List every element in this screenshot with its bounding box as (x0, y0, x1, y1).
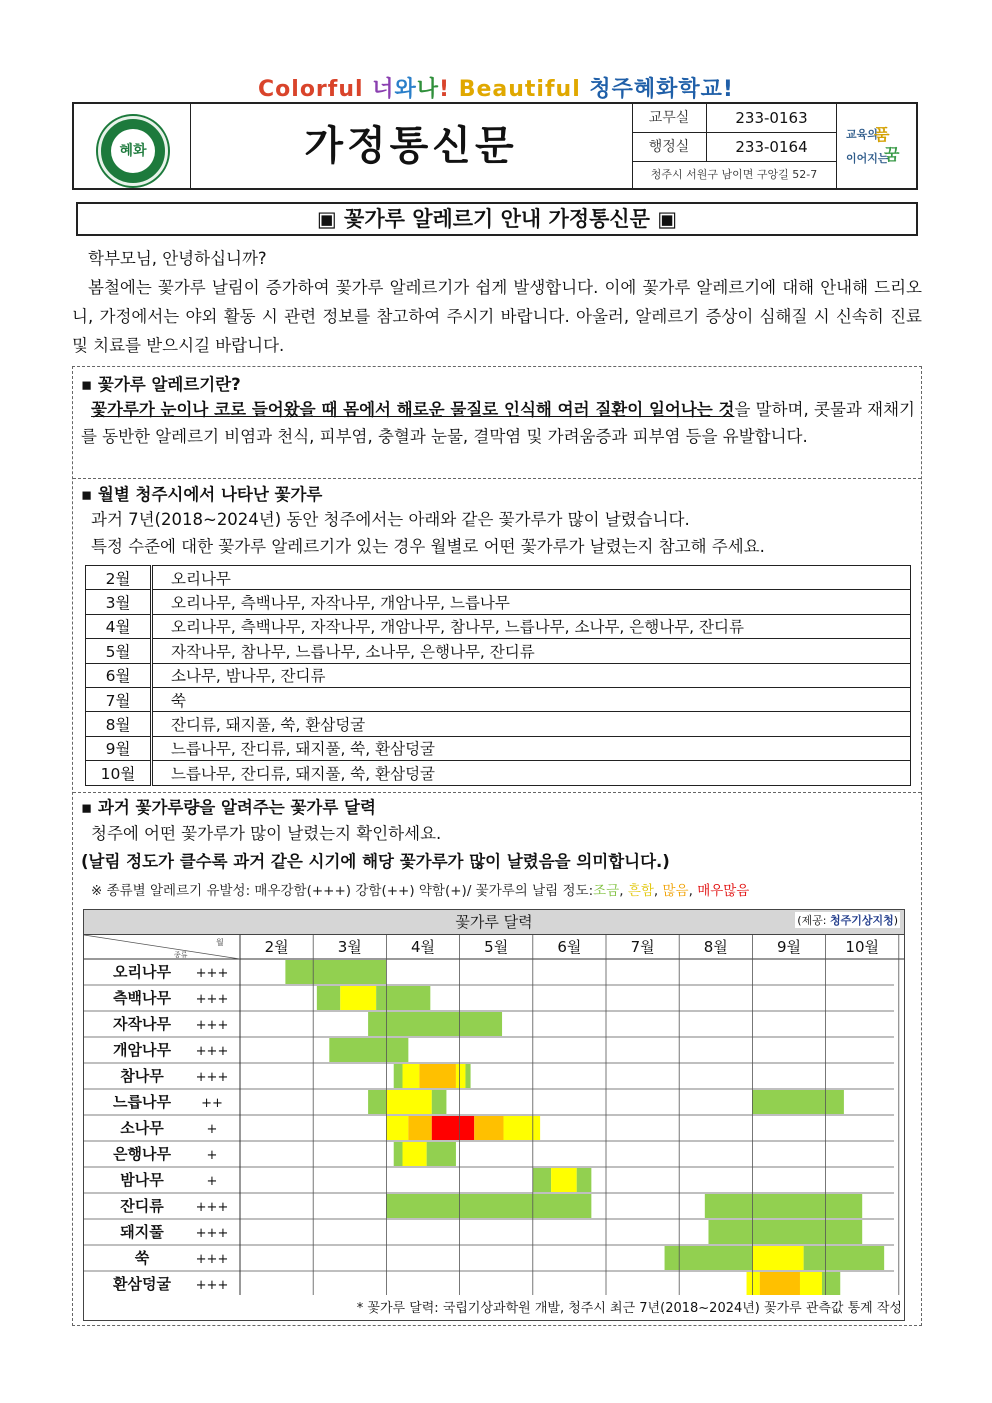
table-row (86, 614, 911, 638)
pollen-bar (403, 1064, 420, 1088)
pollen-bar (705, 1194, 862, 1218)
month-cell: 7월 (86, 687, 152, 711)
plant-name: 잔디류 (120, 1197, 164, 1215)
allergy-grade: +++ (195, 1070, 229, 1085)
allergy-grade: + (206, 1122, 218, 1137)
plant-name: 참나무 (120, 1067, 164, 1085)
month-label: 8월 (703, 938, 728, 956)
greeting: 학부모님, 안녕하십니까? (88, 249, 267, 268)
pollen-bar (386, 1194, 591, 1218)
pollen-bar (665, 1246, 753, 1270)
pollen-bar (752, 1090, 844, 1114)
pollen-bar (752, 1246, 803, 1270)
pollen-bar (800, 1272, 822, 1295)
plant-name: 자작나무 (113, 1015, 171, 1033)
month-cell: 5월 (86, 639, 152, 663)
allergy-grade: + (206, 1174, 218, 1189)
plant-name: 오리나무 (113, 963, 171, 981)
school-address: 청주시 서원구 남이면 구앙길 52-7 (650, 168, 818, 181)
month-cell: 4월 (86, 614, 152, 638)
section-heading: ▪ 꽃가루 알레르기란? (81, 375, 241, 394)
plants-cell: 오리나무 (152, 566, 911, 590)
legend-level: 매우많음 (697, 883, 750, 899)
pollen-bar (368, 1012, 502, 1036)
pollen-bar (747, 1272, 760, 1295)
pollen-bar (504, 1116, 541, 1140)
table-row (86, 663, 911, 687)
pollen-bar (376, 986, 430, 1010)
legend-level: 조금 (593, 883, 620, 899)
plants-cell: 느릅나무, 잔디류, 돼지풀, 쑥, 환삼덩굴 (152, 736, 911, 760)
plant-name: 느릅나무 (113, 1093, 171, 1111)
month-label: 2월 (264, 938, 289, 956)
monthly-pollen-table (85, 565, 911, 786)
pollen-bar (474, 1116, 503, 1140)
section-heading: ▪ 과거 꽃가루량을 알려주는 꽃가루 달력 (81, 798, 376, 817)
pollen-bar (708, 1220, 862, 1244)
pollen-bar (822, 1272, 840, 1295)
logo-text: 혜화 (111, 129, 155, 173)
intro-paragraph: 봄철에는 꽃가루 날림이 증가하여 꽃가루 알레르기가 쉽게 발생합니다. 이에 꽃가루 알레르기에 대해 안내해 드리오니, 가정에서는 야외 활동 시 관련 정보를 참고하여 주시기 바랍니다. 아울러, 알레르기 증상이 심해질 시 신속히 진료 및 치료를 받으시길 바랍니다. (72, 278, 922, 355)
plants-cell: 잔디류, 돼지풀, 쑥, 환삼덩굴 (152, 712, 911, 736)
legend-level: 많음 (662, 883, 689, 899)
allergy-grade: +++ (195, 1018, 229, 1033)
allergy-grade: +++ (195, 1200, 229, 1215)
allergy-grade: +++ (195, 992, 229, 1007)
month-cell: 9월 (86, 736, 152, 760)
month-label: 3월 (337, 938, 362, 956)
pollen-bar (419, 1064, 456, 1088)
plant-name: 은행나무 (113, 1145, 171, 1163)
pollen-bar (804, 1246, 885, 1270)
pollen-bar (427, 1142, 456, 1166)
corner-kind-label: 종류 (174, 951, 188, 959)
calendar-source: (제공: 청주기상지청) (797, 914, 898, 927)
table-row (86, 639, 911, 663)
plant-name: 쑥 (134, 1249, 150, 1267)
allergy-grade: +++ (195, 1252, 229, 1267)
table-row (86, 736, 911, 760)
corner-month-label: 월 (216, 938, 224, 947)
pollen-bar (577, 1168, 592, 1192)
plant-name: 돼지풀 (120, 1223, 164, 1241)
pollen-bar (313, 960, 386, 984)
pollen-bar (317, 986, 340, 1010)
content-box (72, 366, 922, 1326)
pollen-bar (285, 960, 313, 984)
allergy-grade: +++ (195, 966, 229, 981)
pollen-bar (760, 1272, 800, 1295)
divider (73, 478, 921, 479)
section-heading: ▪ 월별 청주시에서 나타난 꽃가루 (81, 485, 323, 504)
pollen-calendar (83, 909, 905, 1321)
school-motto: 교육의 품 이어지는 꿈 (846, 125, 900, 165)
pollen-bar (340, 986, 376, 1010)
plant-name: 소나무 (120, 1119, 164, 1137)
pollen-bar (368, 1090, 386, 1114)
pollen-bar (408, 1116, 431, 1140)
calendar-intro: 청주에 어떤 꽃가루가 많이 날렸는지 확인하세요. (91, 824, 442, 843)
plants-cell: 느릅나무, 잔디류, 돼지풀, 쑥, 환삼덩굴 (152, 761, 911, 785)
contact-row: 교무실 233-0163 (632, 104, 836, 133)
month-cell: 10월 (86, 761, 152, 785)
month-cell: 2월 (86, 566, 152, 590)
pollen-bar (432, 1090, 447, 1114)
plants-cell: 오리나무, 측백나무, 자작나무, 개암나무, 참나무, 느릅나무, 소나무, 은행나무, 잔디류 (152, 614, 911, 638)
table-row (86, 761, 911, 785)
pollen-bar (432, 1116, 474, 1140)
allergy-grade: + (206, 1148, 218, 1163)
pollen-bar (403, 1142, 427, 1166)
month-label: 5월 (484, 938, 509, 956)
plant-name: 환삼덩굴 (113, 1275, 171, 1293)
month-cell: 6월 (86, 663, 152, 687)
table-row (86, 712, 911, 736)
allergy-grade: ++ (201, 1096, 223, 1111)
plant-name: 개암나무 (113, 1041, 171, 1059)
notice-subtitle: ▣ 꽃가루 알레르기 안내 가정통신문 ▣ (76, 202, 918, 236)
pollen-bar (394, 1142, 403, 1166)
allergy-grade: +++ (195, 1278, 229, 1293)
table-row (86, 566, 911, 590)
calendar-title: 꽃가루 달력 (84, 910, 904, 935)
logo-cell (74, 104, 191, 188)
month-label: 6월 (557, 938, 582, 956)
pollen-bar (533, 1168, 551, 1192)
plant-name: 측백나무 (113, 989, 171, 1007)
table-row (86, 590, 911, 614)
plants-cell: 자작나무, 참나무, 느릅나무, 소나무, 은행나무, 잔디류 (152, 639, 911, 663)
pollen-bar (386, 1090, 431, 1114)
slogan: Colorful 너와나! Beautiful 청주혜화학교! (258, 77, 734, 102)
legend-level: 흔함 (627, 883, 654, 899)
allergy-grade: +++ (195, 1226, 229, 1241)
contact-info (632, 104, 837, 188)
pollen-bar (551, 1168, 577, 1192)
monthly-intro-1: 과거 7년(2018~2024년) 동안 청주에서는 아래와 같은 꽃가루가 많이 날렸습니다. (91, 510, 690, 529)
school-logo (98, 116, 168, 186)
calendar-grid (84, 935, 904, 1295)
letterhead (72, 102, 918, 190)
allergy-grade: +++ (195, 1044, 229, 1059)
allergy-definition: 꽃가루가 눈이나 코로 들어왔을 때 몸에서 해로운 물질로 인식해 여러 질환이 일어나는 것을 말하며, 콧물과 재채기를 동반한 알레르기 비염과 천식, 피부염, 충혈과 눈물, 결막염 및 가려움증과 피부염 등을 유발합니다. (81, 400, 915, 446)
pollen-bar (394, 1064, 403, 1088)
contact-row: 행정실 233-0164 (632, 133, 836, 162)
calendar-explanation: (날림 정도가 클수록 과거 같은 시기에 해당 꽃가루가 많이 날렸음을 의미합니다.) (81, 852, 670, 871)
monthly-intro-2: 특정 수준에 대한 꽃가루 알레르기가 있는 경우 월별로 어떤 꽃가루가 날렸는지 참고해 주세요. (91, 537, 765, 556)
month-label: 10월 (845, 938, 879, 956)
plants-cell: 쑥 (152, 687, 911, 711)
pollen-bar (465, 1064, 470, 1088)
plants-cell: 소나무, 밤나무, 잔디류 (152, 663, 911, 687)
month-label: 7월 (630, 938, 655, 956)
pollen-bar (329, 1038, 408, 1062)
pollen-bar (386, 1116, 408, 1140)
pollen-bar (456, 1064, 466, 1088)
table-row (86, 687, 911, 711)
month-label: 4월 (410, 938, 436, 956)
calendar-footnote: * 꽃가루 달력: 국립기상과학원 개발, 청주시 최근 7년(2018~2024년) 꽃가루 관측값 통계 작성 (356, 1301, 902, 1316)
month-cell: 3월 (86, 590, 152, 614)
legend: ※ 종류별 알레르기 유발성: 매우강함(+++) 강함(++) 약함(+)/ 꽃가루의 날림 정도:조금, 흔함, 많음, 매우많음 (91, 883, 750, 899)
divider (73, 792, 921, 793)
page-title: 가정통신문 (190, 104, 633, 188)
plants-cell: 오리나무, 측백나무, 자작나무, 개암나무, 느릅나무 (152, 590, 911, 614)
month-label: 9월 (776, 938, 802, 956)
month-cell: 8월 (86, 712, 152, 736)
plant-name: 밤나무 (120, 1171, 164, 1189)
